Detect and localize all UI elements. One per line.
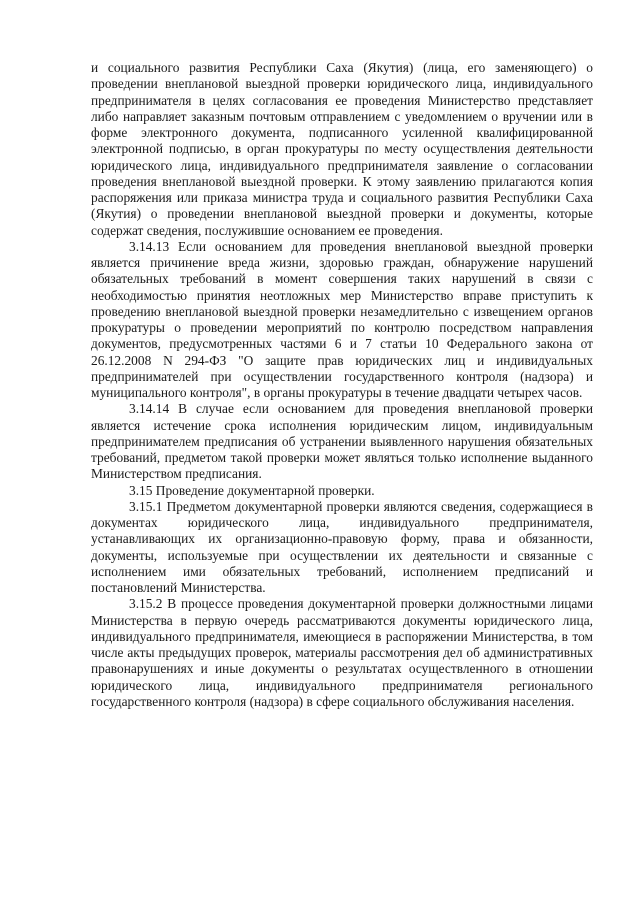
paragraph-3-14-13: 3.14.13 Если основанием для проведения внеплановой выездной проверки является причинение вреда жизни, здоровью граждан, обнаружение нарушений обязательных требований в момент совершения таких нарушений в связи с необходимостью принятия неотложных мер Министерство вправе приступить к проведению внеплановой выездной проверки незамедлительно с извещением органов прокуратуры о проведении мероприятий по контролю посредством направления документов, предусмотренных частями 6 и 7 статьи 10 Федерального закона от 26.12.2008 N 294-ФЗ "О защите прав юридических лиц и индивидуальных предпринимателей при осуществлении государственного контроля (надзора) и муниципального контроля", в органы прокуратуры в течение двадцати четырех часов. [91, 238, 593, 400]
paragraph-3-14-14: 3.14.14 В случае если основанием для проведения внеплановой проверки является истечение срока исполнения юридическим лицом, индивидуальным предпринимателем предписания об устранении выявленного нарушения обязательных требований, предметом такой проверки может являться только исполнение выданного Министерством предписания. [91, 401, 593, 482]
document-page [91, 60, 593, 710]
paragraph-3-15-1: 3.15.1 Предметом документарной проверки являются сведения, содержащиеся в документах юридического лица, индивидуального предпринимателя, устанавливающих их организационно-правовую форму, права и обязанности, документы, используемые при осуществлении их деятельности и связанные с исполнением ими обязательных требований, исполнением предписаний и постановлений Министерства. [91, 498, 593, 595]
paragraph-3-15-2: 3.15.2 В процессе проведения документарной проверки должностными лицами Министерства в первую очередь рассматриваются документы юридического лица, индивидуального предпринимателя, имеющиеся в распоряжении Министерства, в том числе акты предыдущих проверок, материалы рассмотрения дел об административных правонарушениях и иные документы о результатах осуществленного в отношении юридического лица, индивидуального предпринимателя регионального государственного контроля (надзора) в сфере социального обслуживания населения. [91, 596, 593, 709]
section-heading-3-15: 3.15 Проведение документарной проверки. [129, 482, 375, 498]
paragraph-continuation: и социального развития Республики Саха (Якутия) (лица, его заменяющего) о проведении внеплановой выездной проверки юридического лица, индивидуального предпринимателя в целях согласования ее проведения Министерство представляет либо направляет заказным почтовым отправлением с уведомлением о вручении или в форме электронного документа, подписанного усиленной квалифицированной электронной подписью, в орган прокуратуры по месту осуществления деятельности юридического лица, индивидуального предпринимателя заявление о согласовании проведения внеплановой выездной проверки. К этому заявлению прилагаются копия распоряжения или приказа министра труда и социального развития Республики Саха (Якутия) о проведении внеплановой выездной проверки и документы, которые содержат сведения, послужившие основанием ее проведения. [91, 60, 593, 238]
